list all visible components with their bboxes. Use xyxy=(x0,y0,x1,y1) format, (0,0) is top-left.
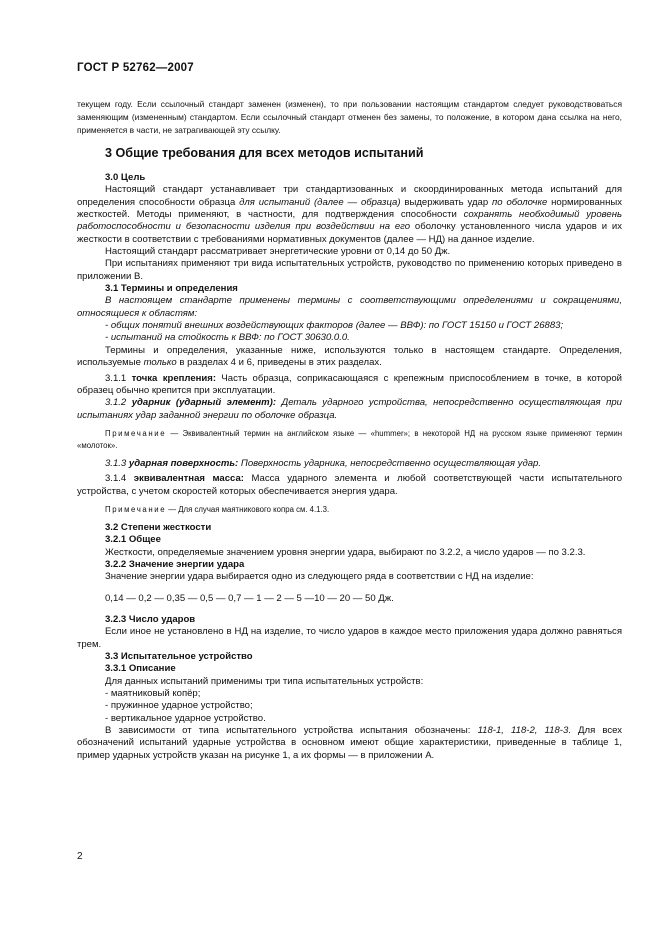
subsection-3-2-3-title: 3.2.3 Число ударов xyxy=(105,613,196,625)
paragraph-3-0-2: Настоящий стандарт рассматривает энергетические уровни от 0,14 до 50 Дж. xyxy=(105,246,451,258)
page-number: 2 xyxy=(77,851,83,862)
intro-paragraph: текущем году. Если ссылочный стандарт заменен (изменен), то при пользовании настоящим стандартом следует руководствоваться заменяющим (измененным) стандартом. Если ссылочный стандарт отменен без замены, то положение, в котором дана ссылка на него, применяется в части, не затрагивающей эту ссылку. xyxy=(77,99,622,136)
paragraph-3-2-3: Если иное не установлено в НД на изделие, то число ударов в каждое место приложения удара должно равняться трем. xyxy=(77,626,622,650)
term-3-1-3: 3.1.3 ударная поверхность: Поверхность ударника, непосредственно осуществляющая удар. xyxy=(105,457,542,469)
list-item-vvf: - общих понятий внешних воздействующих факторов (далее — ВВФ): по ГОСТ 15150 и ГОСТ 26883; xyxy=(105,320,564,332)
list-item-pendulum: - маятниковый копёр; xyxy=(105,688,201,700)
paragraph-3-1-1: В настоящем стандарте применены термины с соответствующими определениями и сокращениями, относящиеся к областям: xyxy=(77,295,622,319)
subsection-3-2-2-title: 3.2.2 Значение энергии удара xyxy=(105,558,245,570)
standard-header: ГОСТ Р 52762—2007 xyxy=(77,62,194,74)
paragraph-3-2-1: Жесткости, определяемые значением уровня энергии удара, выбирают по 3.2.2, а число ударов — по 3.2.3. xyxy=(105,546,586,558)
note-1: Примечание — Эквивалентный термин на английском языке — «hummer»; в некоторой НД на русском языке применяют термин «молоток». xyxy=(77,428,622,450)
paragraph-3-2-2: Значение энергии удара выбирается одно из следующего ряда в соответствии с НД на изделие: xyxy=(105,571,534,583)
paragraph-3-3-2: В зависимости от типа испытательного устройства испытания обозначены: 118-1, 118-2, 118-3. Для всех обозначений испытаний ударные устройства в основном имеют общие характеристики, приведенные в таблице 1, пример ударных устройств указан на рисунке 1, а их формы — в приложении А. xyxy=(77,725,622,761)
subsection-3-1-title: 3.1 Термины и определения xyxy=(105,283,238,295)
list-item-spring: - пружинное ударное устройство; xyxy=(105,700,253,712)
section-3-body xyxy=(77,172,622,762)
term-3-1-1: 3.1.1 точка крепления: Часть образца, соприкасающаяся с крепежным приспособлением в точке, в которой образец обычно крепится при эксплуатации. xyxy=(77,372,622,396)
paragraph-3-0-3: При испытаниях применяют три вида испытательных устройств, руководство по применению которых приведено в приложении В. xyxy=(77,258,622,282)
subsection-3-0-title: 3.0 Цель xyxy=(105,172,146,183)
energy-series: 0,14 — 0,2 — 0,35 — 0,5 — 0,7 — 1 — 2 — 5 —10 — 20 — 50 Дж. xyxy=(105,592,394,604)
subsection-3-3-title: 3.3 Испытательное устройство xyxy=(105,651,253,662)
term-3-1-2: 3.1.2 ударник (ударный элемент): Деталь ударного устройства, непосредственно осуществляющая при испытаниях удар заданной энергии по оболочке образца. xyxy=(77,397,622,421)
term-3-1-4: 3.1.4 эквивалентная масса: Масса ударного элемента и любой соответствующей части испытательного устройства, с учетом скоростей которых обеспечивается энергия удара. xyxy=(77,473,622,497)
paragraph-3-3-1: Для данных испытаний применимы три типа испытательных устройств: xyxy=(105,675,424,687)
subsection-3-2-title: 3.2 Степени жесткости xyxy=(105,521,212,533)
paragraph-3-1-2: Термины и определения, указанные ниже, используются только в настоящем стандарте. Определения, используемые только в разделах 4 и 6, приведены в этих разделах. xyxy=(77,344,622,369)
note-2: Примечание — Для случая маятникового копра см. 4.1.3. xyxy=(105,504,330,514)
list-item-vertical: - вертикальное ударное устройство. xyxy=(105,712,266,724)
subsection-3-3-1-title: 3.3.1 Описание xyxy=(105,663,176,675)
subsection-3-2-1-title: 3.2.1 Общее xyxy=(105,534,161,546)
list-item-tests: - испытаний на стойкость к ВВФ: по ГОСТ 30630.0.0. xyxy=(105,332,350,344)
section-3-title: 3 Общие требования для всех методов испытаний xyxy=(105,146,424,160)
paragraph-3-0-1: Настоящий стандарт устанавливает три стандартизованных и скоординированных метода испытаний для определения способности образца для испытаний (далее — образца) выдерживать удар по оболочке нормированных жесткостей. Методы применяют, в частности, для подтверждения способности сохранять необходимый уровень работоспособности и безопасности изделия при воздействии на его оболочку установленного числа ударов и их жесткости в соответствии с требованиями нормативных документов (далее — НД) на данное изделие. xyxy=(77,184,623,245)
